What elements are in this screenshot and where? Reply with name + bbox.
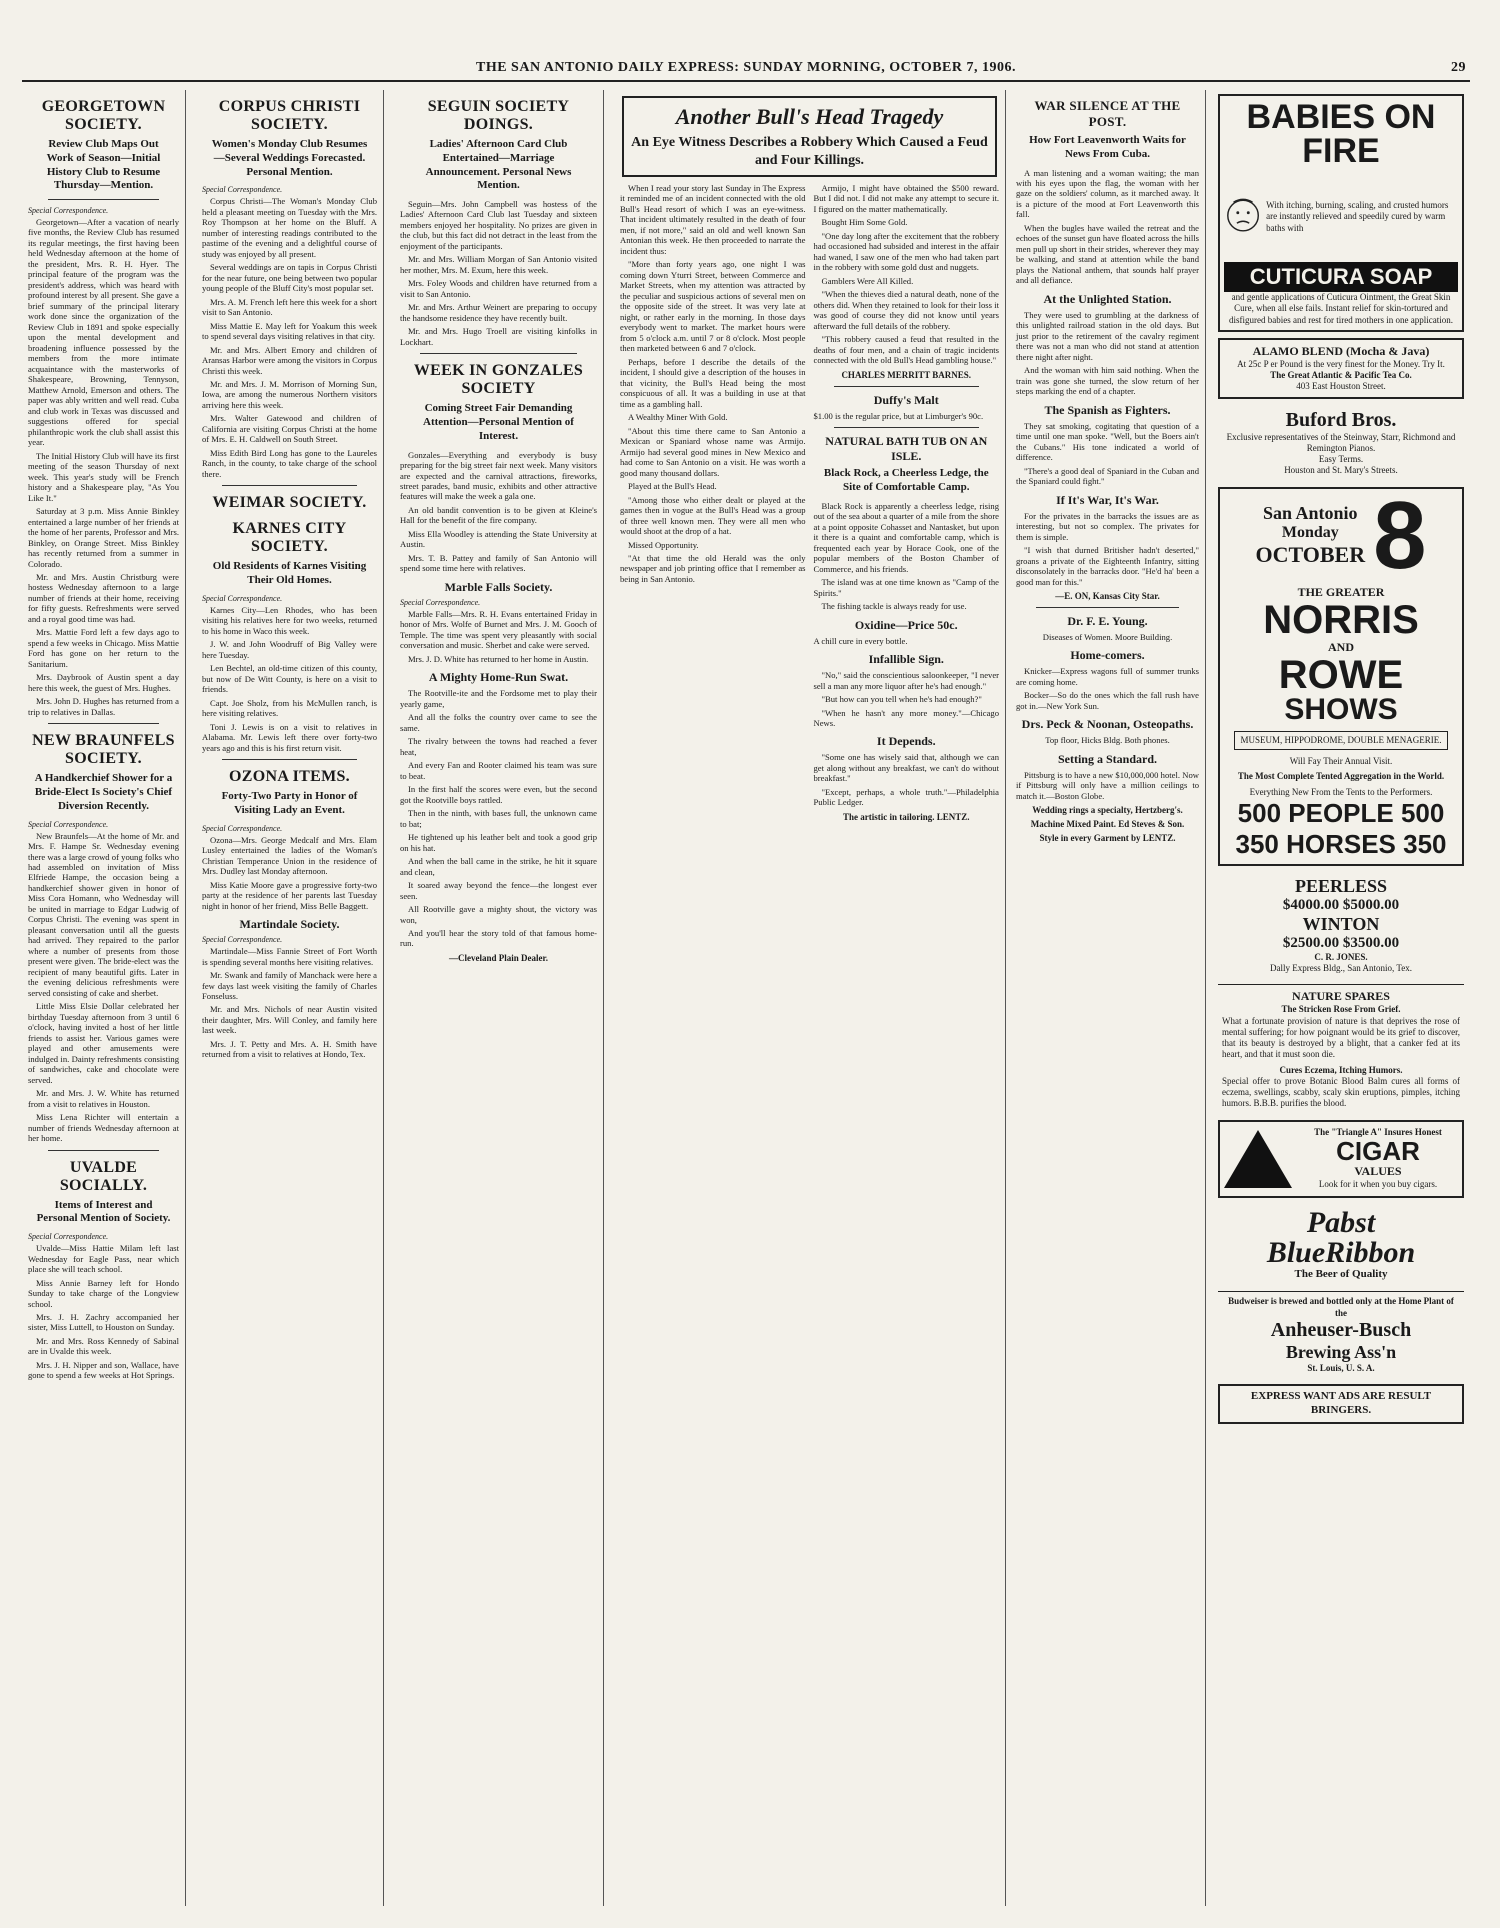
story-headline-box (622, 96, 997, 177)
paragraph: Bocker—So do the ones which the fall rush have got in.—New York Sun. (1016, 690, 1199, 711)
paragraph: Several weddings are on tapis in Corpus Christi for the near future, one being between two popular young people of the Bluff City's most popular set. (202, 262, 377, 294)
paragraph: "No," said the conscientious saloonkeeper, "I never sell a man any more liquor after he's had enough." (813, 670, 999, 691)
rule (1036, 607, 1179, 608)
ad-alamo-address: 403 East Houston Street. (1296, 381, 1386, 392)
headline-uvalde: UVALDE SOCIALLY. (59, 1158, 148, 1194)
paragraph: Miss Edith Bird Long has gone to the Laureles Ranch, in the county, to take charge of the school there. (202, 447, 377, 479)
ad-osteopaths-text: Top floor, Hicks Bldg. Both phones. (1045, 735, 1170, 746)
triangle-a-icon (1224, 1130, 1292, 1188)
deck-georgetown: Review Club Maps Out Work of Season—Initial History Club to Resume Thursday—Mention. (46, 138, 161, 192)
paragraph: "More than forty years ago, one night I was coming down Yturri Street, between Commerce and Market Streets, when my attention was attracted by the peculiar and suspicious actions of several men on the opposite side of the street. It was very late at night, or rather early in the morning. In those days everybody went to market. The market hours were from 5 o'clock a.m. until 7 or 8 o'clock. Most people then marketed between 6 and 7 o'clock. (620, 259, 806, 354)
ad-triangle-cigar (1218, 1120, 1464, 1198)
paragraph: Mrs. J. H. Nipper and son, Wallace, have gone to spend a few weeks at Hot Springs. (28, 1359, 179, 1381)
ad-stlouis: St. Louis, U. S. A. (1307, 1362, 1375, 1373)
paragraph: When the bugles have wailed the retreat and the echoes of the sunset gun have floated across the hills men pull up short in their strides, wherever they may be walking, and stand at attention while the band plays the National anthem, that sounds half prayer and all defiance. (1016, 222, 1199, 286)
headline-karnes-city: KARNES CITY SOCIETY. (232, 520, 347, 556)
ad-cr-jones: C. R. JONES. (1314, 951, 1368, 962)
paragraph: Toni J. Lewis is on a visit to relatives in Alabama. Mr. Lewis left there over forty-two years ago and this is his first return visit. (202, 721, 377, 753)
paragraph: A man listening and a woman waiting; the man with his eyes upon the flag, the woman with her gaze on the soldiers' column, as it marched away. It is a picture of the mood at Fort Leavenworth this fall. (1016, 167, 1199, 220)
paragraph: "Except, perhaps, a whole truth."—Philadelphia Public Ledger. (813, 786, 999, 808)
paragraph: "When he hasn't any more money."—Chicago News. (813, 707, 999, 728)
paragraph: Mr. and Mrs. Arthur Weinert are preparing to occupy the handsome residence they have recently built. (400, 302, 597, 323)
paragraph: And all the folks the country over came to see the same. (400, 712, 597, 733)
headline-marble-falls: Marble Falls Society. (444, 579, 553, 594)
article-body-setting-standard (1016, 770, 1199, 801)
paragraph: "This robbery caused a feud that resulted in the deaths of four men, and a chain of tragic incidents connected with the old Bull's Head gambling house." (813, 334, 999, 366)
ad-winton: WINTON (1302, 913, 1380, 934)
column-feature (614, 90, 1006, 1906)
article-source: —E. ON, Kansas City Star. (1055, 591, 1160, 601)
ad-hertzberg: Wedding rings a specialty, Hertzberg's. (1032, 805, 1183, 816)
deck-seguin: Ladies' Afternoon Card Club Entertained—Marriage Announcement. Personal News Mention. (425, 138, 572, 192)
ad-babies-headline: BABIES ON FIRE (1246, 98, 1436, 170)
column-ads (1210, 90, 1472, 1906)
headline-it-depends: It Depends. (876, 734, 936, 749)
ad-show-greater: THE GREATER (1297, 584, 1385, 599)
dateline: Special Correspondence. (28, 206, 109, 215)
story-body-right (814, 183, 1000, 366)
ad-peerless-winton (1218, 872, 1464, 979)
ad-nature-spares (1218, 984, 1464, 1113)
paragraph: Knicker—Express wagons full of summer trunks are coming home. (1016, 666, 1199, 687)
ad-babies-text: With itching, burning, scaling, and crusted humors are instantly relieved and speedily cured by warm baths with (1266, 200, 1449, 233)
article-body-marble-falls (400, 609, 597, 664)
ad-winton-prices: $2500.00 $3500.00 (1282, 934, 1400, 951)
ad-show-museum: MUSEUM, HIPPODROME, DOUBLE MENAGERIE. (1234, 731, 1448, 750)
ad-alamo-store: The Great Atlantic & Pacific Tea Co. (1270, 370, 1412, 380)
ad-dr-young-text: Diseases of Women. Moore Building. (1042, 632, 1173, 642)
paragraph: Ozona—Mrs. George Medcalf and Mrs. Elam Lusley entertained the ladies of the Woman's Christian Temperance Union in the residence of Mrs. Dudley last Monday afternoon. (202, 834, 377, 877)
article-body-infallible-sign (814, 670, 1000, 728)
paragraph: The island was at one time known as "Camp of the Spirits." (813, 577, 999, 598)
story-author: CHARLES MERRITT BARNES. (841, 369, 972, 380)
ad-show-rowe: ROWE (1278, 652, 1404, 697)
article-body-bath-tub (814, 501, 1000, 612)
paragraph: The Initial History Club will have its first meeting of the season Thursday of next week. This year's study will be French history and a Shakespeare play, "As You Like It." (28, 450, 179, 503)
paragraph: For the privates in the barracks the issues are as interesting, but not so complex. The privates for them is simple. (1016, 510, 1199, 542)
paragraph: Pittsburg is to have a new $10,000,000 hotel. Now if Pittsburg will only have a million ceilings to match it.—Boston Globe. (1016, 769, 1199, 801)
article-body-gonzales (400, 450, 597, 574)
dateline: Special Correspondence. (202, 593, 283, 603)
article-body-seguin (400, 199, 597, 347)
ad-pabst-name: Pabst (1306, 1205, 1376, 1239)
ad-cuticura (1218, 94, 1464, 332)
ad-triangle-text: The "Triangle A" Insures Honest (1314, 1126, 1442, 1137)
article-body-corpus-christi (202, 196, 377, 479)
ad-peerless: PEERLESS (1294, 875, 1388, 896)
ad-nature-title: NATURE SPARES (1292, 989, 1390, 1004)
paragraph: "I wish that durned Britisher hadn't deserted," groans a private of the Eighteenth Infantry, sitting disconsolately in the barracks door. "He'd ha' been a good man for this." (1016, 545, 1199, 587)
paragraph: Gonzales—Everything and everybody is busy preparing for the big street fair next week. Many visitors are expected and the carnival attractions, fireworks, street parades, band music, exhibits and other attractive features will make the week a gala one. (400, 449, 597, 502)
ad-show-new: Everything New From the Tents to the Performers. (1249, 786, 1433, 797)
ad-buford-text: Exclusive representatives of the Steinway, Starr, Richmond and Remington Pianos. (1226, 431, 1456, 453)
paragraph: Mrs. Daybrook of Austin spent a day here this week, the guest of Mrs. Hughes. (28, 672, 179, 693)
paragraph: Miss Annie Barney left for Hondo Sunday to take charge of the Longview school. (28, 1277, 179, 1309)
paragraph: Then in the ninth, with bases full, the unknown came to bat; (400, 808, 597, 829)
rule (48, 1150, 159, 1151)
paragraph: "There's a good deal of Spaniard in the Cuban and the Spaniard could fight." (1016, 465, 1199, 487)
ad-buford-terms: Easy Terms. (1318, 454, 1364, 464)
paragraph: Missed Opportunity. (628, 539, 699, 550)
headline-martindale: Martindale Society. (239, 917, 340, 932)
paragraph: Mr. and Mrs. Ross Kennedy of Sabinal are in Uvalde this week. (28, 1335, 179, 1357)
deck-gonzales: Coming Street Fair Demanding Attention—Personal Mention of Interest. (423, 402, 574, 442)
paragraph: Corpus Christi—The Woman's Monday Club held a pleasant meeting on Tuesday with the Mrs. Roy Thompson at her home on the Bluff. A number of interesting readings contributed to the pastime of the evening and a delightful course of study was enjoyed by all present. (202, 196, 377, 259)
ad-eczema-title: Cures Eczema, Itching Humors. (1279, 1064, 1403, 1075)
paragraph: "When the thieves died a natural death, none of the others did. When they retained to look for their loss it was good of course they did not know until years afterward the full details of the robbery. (813, 289, 999, 331)
column-2 (196, 90, 384, 1906)
article-body-karnes-city (202, 605, 377, 753)
paragraph: It soared away beyond the fence—the longest ever seen. (400, 880, 597, 901)
deck-bath-tub: Black Rock, a Cheerless Ledge, the Site of Comfortable Camp. (823, 467, 989, 493)
ad-buford-title: Buford Bros. (1285, 408, 1397, 431)
rule (222, 485, 357, 486)
ad-triangle-sub: Look for it when you buy cigars. (1318, 1179, 1438, 1190)
story-deck: An Eye Witness Describes a Robbery Which Caused a Feud and Four Killings. (631, 135, 988, 168)
paragraph: Mrs. John D. Hughes has returned from a trip to relatives in Dallas. (28, 696, 179, 717)
paragraph: When I read your story last Sunday in The Express it reminded me of an incident connected with the old Bull's Head resort of which I was an eye-witness. That incident ultimately resulted in the death of four men, if not more," said an old and well known San Antonian this week. He then proceeded to narrate the incident thus: (620, 183, 806, 256)
dateline: Special Correspondence. (202, 185, 283, 195)
ad-dr-young: Dr. F. E. Young. (1067, 614, 1148, 628)
ad-alamo-title: ALAMO BLEND (Mocha & Java) (1252, 343, 1430, 358)
paragraph: Georgetown—After a vacation of nearly five months, the Review Club has resumed its regular meetings, the first having been held Wednesday afternoon at the home of the president, Mrs. R. H. Hyer. The principal feature of the program was the president's address, which was heard with profound interest by all present. She gave a brief summary of the principal literary work done since the organization of the Review Club in 1891 and spoke especially upon the mental development and broadening influence possessed by the members from the more intimate acquaintance with the masterworks of Shakespeare, Browning, Tennyson, Matthew Arnold, Emerson and others. The paper was ably written and well read. Cuba and club work in Texas was discussed and suggestions offered for special philanthropic work the club shall assist this year. (28, 217, 179, 448)
paragraph: Miss Mattie E. May left for Yoakum this week to spend several days visiting relatives in that city. (202, 320, 377, 342)
ad-show-and: AND (1328, 639, 1354, 654)
deck-ozona: Forty-Two Party in Honor of Visiting Lady an Event. (221, 790, 358, 816)
newspaper-title: THE SAN ANTONIO DAILY EXPRESS: SUNDAY MORNING, OCTOBER 7, 1906. (475, 60, 1016, 75)
paragraph: Armijo, I might have obtained the $500 reward. But I did not. I did not make any attempt to secure it. I figured on the matter mathematically. (813, 183, 999, 214)
paragraph: Gamblers Were All Killed. (821, 275, 914, 286)
ad-show-horses: 350 HORSES 350 (1235, 828, 1447, 859)
headline-gonzales: WEEK IN GONZALES SOCIETY (413, 362, 584, 398)
paragraph: Mrs. J. T. Petty and Mrs. A. H. Smith have returned from a visit to relatives at Hondo, Tex. (202, 1038, 377, 1060)
paragraph: Played at the Bull's Head. (628, 481, 717, 492)
poem-home-run (400, 688, 597, 949)
headline-georgetown: GEORGETOWN SOCIETY. (41, 98, 166, 133)
article-body-war-silence (1016, 168, 1199, 286)
ad-budweiser-text: Budweiser is brewed and bottled only at the Home Plant of the (1228, 1296, 1454, 1318)
paragraph: Mr. and Mrs. Nichols of near Austin visited their daughter, Mrs. Will Conley, and family here last week. (202, 1004, 377, 1036)
ad-nature-sub: The Stricken Rose From Grief. (1281, 1004, 1401, 1015)
rule (48, 723, 159, 724)
dateline: Special Correspondence. (28, 819, 109, 829)
paragraph: Mrs. J. H. Zachry accompanied her sister, Miss Luttell, to Houston on Sunday. (28, 1311, 179, 1333)
ad-cr-jones-address: Dally Express Bldg., San Antonio, Tex. (1270, 963, 1412, 974)
ad-show-city: San Antonio (1263, 503, 1358, 524)
deck-corpus-christi: Women's Monday Club Resumes—Several Weddings Forecasted. Personal Mention. (211, 138, 368, 178)
ad-steves: Machine Mixed Paint. Ed Steves & Son. (1030, 819, 1185, 830)
ad-blue-ribbon: BlueRibbon (1266, 1235, 1416, 1269)
ad-cuticura-text: and gentle applications of Cuticura Ointment, the Great Skin Cure, when all else fails. Instant relief for skin-tortured and disfigured babies and rest for tired mothers in one application. (1229, 292, 1453, 325)
dateline: Special Correspondence. (202, 935, 283, 945)
paragraph: Miss Katie Moore gave a progressive forty-two party at the residence of her parents last Tuesday night in honor of her friend, Miss Belle Baggett. (202, 879, 377, 911)
paragraph: Miss Lena Richter will entertain a number of friends Wednesday afternoon at her home. (28, 1112, 179, 1144)
paragraph: Bought Him Some Gold. (821, 217, 908, 228)
ad-express-want-ads (1218, 1384, 1464, 1424)
ad-buford-address: Houston and St. Mary's Streets. (1284, 465, 1398, 476)
paragraph: Miss Ella Woodley is attending the State University at Austin. (400, 528, 597, 550)
story-title: Another Bull's Head Tragedy (675, 104, 944, 129)
paragraph: They sat smoking, cogitating that question of a time until one man spoke. "Well, but the Boers ain't the Cubans." His tone indicated a world of difference. (1016, 420, 1199, 463)
crying-baby-icon (1224, 172, 1262, 262)
dateline: Special Correspondence. (400, 597, 481, 607)
paragraph: Mr. and Mrs. J. M. Morrison of Morning Sun, Iowa, are among the numerous Northern visitors arriving here this week. (202, 379, 377, 410)
paragraph: Mrs. J. D. White has returned to her home in Austin. (408, 653, 589, 664)
paragraph: Saturday at 3 p.m. Miss Annie Binkley entertained a large number of her friends at the home of her parents, Professor and Mrs. Binkley, on Orange Street. Miss Binkley has recently returned from a summer in Colorado. (28, 506, 179, 569)
headline-new-braunfels: NEW BRAUNFELS SOCIETY. (32, 732, 175, 768)
paragraph: Uvalde—Miss Hattie Milam left last Wednesday for Eagle Pass, near which place she will teach school. (28, 1243, 179, 1275)
paragraph: Mr. and Mrs. Austin Christburg were hostess Wednesday afternoon to a large number of friends at their home, receiving for fifty guests. Refreshments were served and a royal good time was had. (28, 571, 179, 624)
headline-ozona: OZONA ITEMS. (229, 768, 350, 786)
paragraph: They were used to grumbling at the darkness of this unlighted railroad station in the old days. But just prior to the retirement of the cavalry regiment there was not a man who did not stand at attention there night after night. (1016, 309, 1199, 362)
paragraph: Mr. Swank and family of Manchack were here a few days last week visiting the family of Charles Fonseluss. (202, 970, 377, 1001)
footline-lentz: The artistic in tailoring. LENTZ. (842, 811, 970, 822)
ad-oxidine-text: A chill cure in every bottle. (813, 635, 908, 646)
deck-uvalde: Items of Interest and Personal Mention of Society. (36, 1198, 171, 1225)
deck-war-silence: How Fort Leavenworth Waits for News From Cuba. (1029, 134, 1186, 160)
ad-express-text: EXPRESS WANT ADS ARE RESULT BRINGERS. (1250, 1390, 1432, 1416)
dateline: Special Correspondence. (202, 823, 283, 833)
paragraph: The rivalry between the towns had reached a fever heat, (400, 736, 597, 757)
ad-values: VALUES (1354, 1164, 1402, 1179)
headline-unlighted-station: At the Unlighted Station. (1043, 291, 1172, 306)
paragraph: Len Bechtel, an old-time citizen of this county, but now of De Witt County, is here on a visit to friends. (202, 663, 377, 695)
paragraph: Mr. and Mrs. William Morgan of San Antonio visited her mother, Mrs. M. Exum, here this week. (400, 254, 597, 275)
headline-home-run: A Mighty Home-Run Swat. (428, 670, 569, 685)
paragraph: Mrs. Foley Woods and children have returned from a visit to San Antonio. (400, 278, 597, 299)
ad-alamo-text: At 25c P er Pound is the very finest for the Money. Try It. (1237, 358, 1445, 369)
article-body-martindale (202, 946, 377, 1060)
ad-show-norris: NORRIS (1263, 597, 1419, 642)
ad-buford (1218, 405, 1464, 481)
rule (222, 759, 357, 760)
paragraph: The fishing tackle is always ready for use. (821, 601, 967, 612)
paragraph: Mrs. A. M. French left here this week for a short visit to San Antonio. (202, 296, 377, 318)
paragraph: Mr. and Mrs. Hugo Troell are visiting kinfolks in Lockhart. (400, 326, 597, 347)
column-3 (394, 90, 604, 1906)
paragraph: Marble Falls—Mrs. R. H. Evans entertained Friday in honor of Mrs. Wolfe of Burnet and Mrs. J. M. Gooch of Temple. The time was spent very pleasantly with social conversation and music. Sherbet and cake were served. (400, 608, 597, 651)
paragraph: The Rootville-ite and the Fordsome met to play their yearly game, (400, 688, 597, 709)
headline-infallible-sign: Infallible Sign. (868, 652, 944, 667)
headline-if-war: If It's War, It's War. (1056, 492, 1159, 507)
ad-duffys-malt: Duffy's Malt (873, 392, 939, 407)
paragraph: And you'll hear the story told of that famous home-run. (400, 927, 597, 949)
rule (834, 386, 980, 387)
ad-show-tents: The Most Complete Tented Aggregation in the World. (1237, 771, 1445, 782)
rule (834, 427, 980, 428)
headline-setting-standard: Setting a Standard. (1057, 751, 1158, 766)
paragraph: "Among those who either dealt or played at the games then in vogue at the Bull's Head was a group of three well known men. They were all men who would shoot at the drop of a hat. (620, 494, 806, 537)
ad-show-visit: Will Fay Their Annual Visit. (1289, 756, 1393, 767)
deck-new-braunfels: A Handkerchief Shower for a Bride-Elect Is Society's Chief Diversion Recently. (34, 772, 173, 812)
paragraph: Little Miss Elsie Dollar celebrated her birthday Tuesday afternoon from 3 until 6 o'clock, having invited a host of her little friends to assist her. Various games were played and other amusements were indulged in. Dainty refreshments consisting of sandwiches, cake and chocolate were served. (28, 1001, 179, 1085)
paragraph: Mr. and Mrs. Albert Emory and children of Aransas Harbor were among the visitors in Corpus Christi this week. (202, 344, 377, 376)
headline-weimar: WEIMAR SOCIETY. (212, 494, 367, 512)
article-body-ozona (202, 835, 377, 911)
article-body-if-war (1016, 511, 1199, 587)
paragraph: "But how can you tell when he's had enough?" (821, 694, 982, 705)
page-number: 29 (1451, 60, 1466, 75)
paragraph: An old bandit convention is to be given at Kleine's Hall for the benefit of the fire company. (400, 504, 597, 526)
headline-spanish-fighters: The Spanish as Fighters. (1044, 402, 1171, 417)
ad-budweiser (1218, 1291, 1464, 1378)
paragraph: "At that time the old Herald was the only newspaper and job printing office that I remember as being in San Antonio. (620, 552, 806, 584)
story-body-left (620, 183, 806, 584)
ad-show-day: Monday (1281, 524, 1339, 542)
paragraph: Mrs. T. B. Pattey and family of San Antonio will spend some time here with relatives. (400, 552, 597, 574)
paragraph: Karnes City—Len Rhodes, who has been visiting his relatives here for two weeks, returned to his home in Waco this week. (202, 604, 377, 636)
ad-cuticura-headline: CUTICURA SOAP (1224, 262, 1458, 292)
paragraph: And when the ball came in the strike, he hit it square and clean, (400, 856, 597, 877)
rule (48, 199, 159, 200)
paragraph: "Some one has wisely said that, although we can get along without any breakfast, we can't do without breakfast." (813, 752, 999, 784)
ad-alamo-blend (1218, 338, 1464, 399)
paragraph: Mrs. Walter Gatewood and children of California are visiting Corpus Christi at the home of Mrs. E. H. Caldwell on South Street. (202, 413, 377, 445)
rule (420, 353, 577, 354)
headline-corpus-christi: CORPUS CHRISTI SOCIETY. (218, 98, 361, 133)
column-1 (22, 90, 186, 1906)
ad-show-date: 8 (1373, 481, 1427, 589)
ad-norris-rowe (1218, 481, 1464, 866)
ad-osteopaths: Drs. Peck & Noonan, Osteopaths. (1021, 717, 1194, 732)
paragraph: And every Fan and Rooter claimed his team was sure to beat. (400, 760, 597, 781)
paragraph: A Wealthy Miner With Gold. (628, 412, 728, 423)
ad-pabst-quality: The Beer of Quality (1294, 1267, 1388, 1280)
story-columns (620, 183, 999, 826)
ad-show-people: 500 PEOPLE 500 (1237, 797, 1445, 828)
paragraph: "One day long after the excitement that the robbery had occasioned had subsided and interest in the affair had waned, I saw one of the men who had taken part in the robbery with some gold dust and nuggets. (813, 230, 999, 273)
article-body-it-depends (814, 752, 1000, 807)
paragraph: All Rootville gave a mighty shout, the victory was won, (400, 904, 597, 925)
paragraph: Perhaps, before I describe the details of the incident, I should give a description of the houses in that vicinity, the Bull's Head being the most conspicuous of all. It was a building in use at that time as a gambling hall. (620, 356, 806, 409)
ad-nature-text: What a fortunate provision of nature is that deprives the rose of mental suffering; for how poignant would be its grief to discover, that its beauty is destroyed by a blight, that a canker fed at its heart, and that it must soon die. (1222, 1015, 1460, 1060)
paragraph: Mrs. Mattie Ford left a few days ago to spend a few weeks in Chicago. Miss Mattie Ford has gone on her return to the Sanitarium. (28, 627, 179, 669)
ad-duffys-text: $1.00 is the regular price, but at Limburger's 90c. (813, 410, 984, 421)
ad-show-shows: SHOWS (1284, 692, 1398, 726)
paragraph: "About this time there came to San Antonio a Mexican or Spaniard whose name was Armijo. Armijo had several good mines in New Mexico and had come to San Antonio on a visit. He was worth a good many thousand dollars. (620, 425, 806, 478)
masthead (22, 58, 1470, 82)
paragraph: J. W. and John Woodruff of Big Valley were here Tuesday. (202, 639, 377, 660)
headline-seguin: SEGUIN SOCIETY DOINGS. (427, 98, 570, 133)
ad-show-month: OCTOBER (1255, 542, 1366, 568)
paragraph: In the first half the scores were even, but the second got the Rootville boys rattled. (400, 784, 597, 805)
article-body-new-braunfels (28, 831, 179, 1144)
paragraph: Mr. and Mrs. J. W. White has returned from a visit to relatives in Houston. (28, 1088, 179, 1109)
ad-anheuser: Anheuser-Busch (1270, 1318, 1412, 1341)
headline-bath-tub: NATURAL BATH TUB ON AN ISLE. (825, 434, 988, 464)
ad-eczema-text: Special offer to prove Botanic Blood Balm cures all forms of eczema, swellings, scabby, scaly skin eruptions, pimples, itching humors. B.B.B. purifies the blood. (1222, 1075, 1460, 1109)
ad-peerless-prices: $4000.00 $5000.00 (1282, 896, 1400, 913)
article-body-spanish-fighters (1016, 421, 1199, 487)
ad-brewing: Brewing Ass'n (1285, 1341, 1397, 1362)
article-body-home-comers (1016, 666, 1199, 711)
paragraph: New Braunfels—At the home of Mr. and Mrs. F. Hampe Sr. Wednesday evening there was a large crowd of young folks who had assembled on invitation of Miss Elfriede Hampe, the occasion being a handkerchief shower given in honor of Miss Cora Homann, who Wednesday will be united in marriage to Edgar Ludwig of Corpus Christi. The evening was spent in pleasant conversation until all the guests had arrived. They repaired to the parlor where a number of presents from those present were given. The bride-elect was the recipient of many beautiful gifts. Later in the evening delicious refreshments were served consisting of cake and sherbet. (28, 830, 179, 998)
paragraph: Seguin—Mrs. John Campbell was hostess of the Ladies' Afternoon Card Club last Tuesday and sixteen members enjoyed her hospitality. No prizes are given in the club, but this fact did not detract in the least from the enjoyment of the participants. (400, 199, 597, 251)
ad-pabst (1218, 1204, 1464, 1286)
paragraph: Capt. Joe Sholz, from his McMullen ranch, is here visiting relatives. (202, 697, 377, 719)
article-body-unlighted-station (1016, 310, 1199, 397)
deck-karnes-city: Old Residents of Karnes Visiting Their Old Homes. (212, 560, 367, 587)
dateline: Special Correspondence. (28, 1232, 109, 1242)
headline-home-comers: Home-comers. (1070, 648, 1145, 663)
article-body-uvalde (28, 1243, 179, 1381)
column-5 (1010, 90, 1206, 1906)
paragraph: Black Rock is apparently a cheerless ledge, rising out of the sea about a quarter of a mile from the shore at a point opposite Cohasset and Nantasket, but upon it there is a quaint and comfortable camp, which is frequented each year by Horace Cook, one of the popular members of the Boston Chamber of Commerce, and his friends. (813, 500, 999, 574)
paragraph: And the woman with him said nothing. When the train was gone she turned, the slow return of her steps marking the end of a chapter. (1016, 365, 1199, 397)
poem-source: —Cleveland Plain Dealer. (449, 952, 548, 963)
article-body-georgetown (28, 217, 179, 717)
ad-lentz: Style in every Garment by LENTZ. (1039, 833, 1176, 844)
headline-war-silence: WAR SILENCE AT THE POST. (1034, 98, 1181, 129)
ad-oxidine: Oxidine—Price 50c. (854, 617, 958, 632)
paragraph: He tightened up his leather belt and took a good grip on his hat. (400, 832, 597, 853)
paragraph: Martindale—Miss Fannie Street of Fort Worth is spending several months here visiting relatives. (202, 946, 377, 967)
ad-cigar: CIGAR (1336, 1136, 1420, 1167)
